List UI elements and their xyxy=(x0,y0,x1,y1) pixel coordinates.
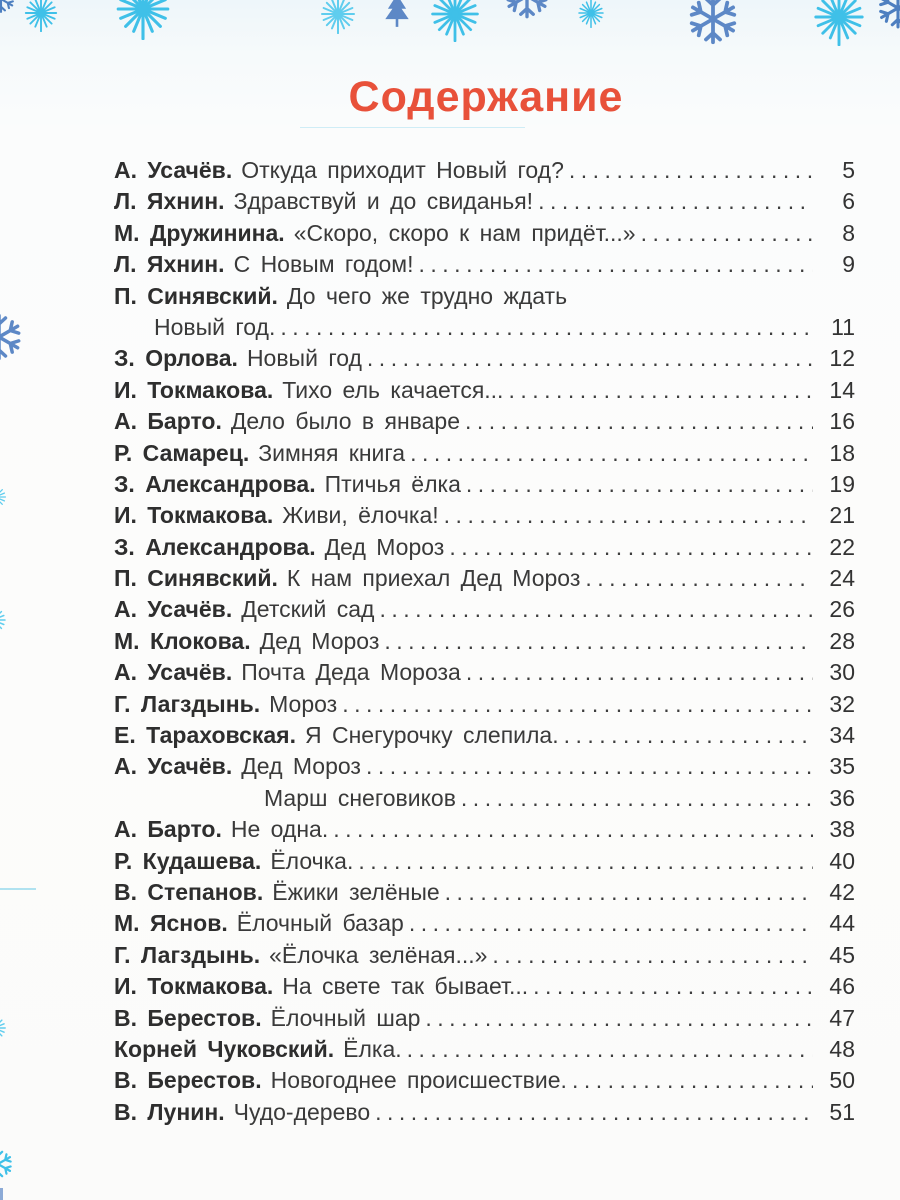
snowflake-classic-icon xyxy=(686,0,740,46)
snowflake-burst-icon xyxy=(318,0,358,34)
toc-entry xyxy=(114,596,855,627)
toc-page-number: 32 xyxy=(829,690,855,717)
snowflake-burst-icon xyxy=(0,1014,8,1042)
toc-page-number: 16 xyxy=(829,408,855,435)
toc-page-number: 34 xyxy=(829,722,855,749)
toc-author: А. Усачёв. xyxy=(114,596,233,623)
toc-author: В. Степанов. xyxy=(114,878,264,905)
scratch-artifact xyxy=(0,888,36,890)
toc-title: Детский сад xyxy=(241,596,375,623)
toc-entry xyxy=(114,942,855,973)
toc-entry xyxy=(114,565,855,596)
toc-author: В. Берестов. xyxy=(114,1067,262,1094)
toc-author: Е. Тараховская. xyxy=(114,722,296,749)
dot-leader xyxy=(410,440,813,467)
toc-title: Мороз xyxy=(269,690,338,717)
toc-title: Здравствуй и до свиданья! xyxy=(233,188,534,215)
dot-leader xyxy=(461,785,813,812)
toc-author: И. Токмакова. xyxy=(114,502,274,529)
dot-leader xyxy=(342,691,813,718)
toc-page-number: 28 xyxy=(829,627,855,654)
toc-author: А. Усачёв. xyxy=(114,753,233,780)
dot-leader xyxy=(641,220,813,247)
toc-entry xyxy=(114,188,855,219)
toc-title: Ёлочный базар xyxy=(236,910,404,937)
toc-author: М. Дружинина. xyxy=(114,219,285,246)
toc-title: Дед Мороз xyxy=(324,533,445,560)
toc-title: Почта Деда Мороза xyxy=(241,659,461,686)
toc-author: В. Лунин. xyxy=(114,1098,225,1125)
toc-title: На свете так бывает... xyxy=(282,973,529,1000)
toc-page-number: 35 xyxy=(829,753,855,780)
dot-leader xyxy=(445,879,813,906)
toc-author: З. Александрова. xyxy=(114,470,316,497)
toc-author: А. Усачёв. xyxy=(114,659,233,686)
toc-author: М. Яснов. xyxy=(114,910,228,937)
toc-entry xyxy=(114,910,855,941)
fir-tree-icon xyxy=(384,0,410,30)
scratch-artifact xyxy=(300,127,525,128)
scratch-artifact xyxy=(0,1188,3,1200)
toc-title: Тихо ель качается... xyxy=(282,376,504,403)
toc-page-number: 11 xyxy=(831,313,855,340)
toc-entry xyxy=(114,628,855,659)
table-of-contents xyxy=(114,157,855,1130)
snowflake-burst-icon xyxy=(0,605,8,635)
toc-entry xyxy=(114,785,855,816)
toc-author: Г. Лагздынь. xyxy=(114,941,261,968)
toc-title: Дед Мороз xyxy=(241,753,361,780)
toc-entry xyxy=(114,345,855,376)
toc-page-number: 14 xyxy=(829,376,855,403)
toc-page-number: 18 xyxy=(829,439,855,466)
dot-leader xyxy=(379,596,813,623)
toc-page-number: 50 xyxy=(829,1067,855,1094)
toc-page-number: 19 xyxy=(829,470,855,497)
dot-leader xyxy=(367,345,813,372)
snowflake-classic-icon xyxy=(876,0,900,30)
dot-leader xyxy=(409,910,813,937)
toc-title: «Скоро, скоро к нам придёт...» xyxy=(293,219,636,246)
toc-title: К нам приехал Дед Мороз xyxy=(286,565,581,592)
dot-leader xyxy=(419,251,813,278)
toc-page-number: 40 xyxy=(829,847,855,874)
dot-leader xyxy=(569,157,813,184)
snowflake-burst-icon xyxy=(0,484,8,510)
toc-author: И. Токмакова. xyxy=(114,973,274,1000)
toc-author: И. Токмакова. xyxy=(114,376,274,403)
toc-entry xyxy=(114,816,855,847)
toc-title: Марш снеговиков xyxy=(264,784,456,811)
toc-page-number: 8 xyxy=(842,219,855,246)
toc-title: Не одна. xyxy=(230,816,329,843)
toc-title: Откуда приходит Новый год? xyxy=(241,157,564,183)
toc-author: Р. Самарец. xyxy=(114,439,250,466)
toc-page-number: 44 xyxy=(829,910,855,937)
toc-entry xyxy=(114,471,855,502)
toc-author: П. Синявский. xyxy=(114,565,278,592)
dot-leader xyxy=(384,628,813,655)
dot-leader xyxy=(533,973,813,1000)
toc-title: Дело было в январе xyxy=(230,408,460,435)
toc-page-number: 26 xyxy=(829,596,855,623)
toc-author: М. Клокова. xyxy=(114,627,251,654)
dot-leader xyxy=(538,188,813,215)
toc-entry xyxy=(114,1067,855,1098)
toc-page-number: 5 xyxy=(842,157,855,183)
dot-leader xyxy=(508,377,813,404)
dot-leader xyxy=(585,565,813,592)
toc-page-number: 6 xyxy=(842,188,855,215)
toc-title: Чудо-дерево xyxy=(233,1098,371,1125)
snowflake-burst-icon xyxy=(112,0,174,40)
toc-author: Л. Яхнин. xyxy=(114,251,225,278)
toc-title: Новый год xyxy=(246,345,362,372)
toc-author: А. Барто. xyxy=(114,816,222,843)
snowflake-burst-icon xyxy=(576,0,606,28)
toc-title: Новый год. xyxy=(154,313,276,340)
toc-title: Зимняя книга xyxy=(258,439,406,466)
dot-leader xyxy=(407,1036,813,1063)
toc-page-number: 30 xyxy=(829,659,855,686)
toc-entry xyxy=(114,534,855,565)
dot-leader xyxy=(425,1005,813,1032)
dot-leader xyxy=(280,314,813,341)
snowflake-burst-icon xyxy=(810,0,868,46)
toc-author: П. Синявский. xyxy=(114,282,278,309)
page-title: Содержание xyxy=(348,73,624,121)
dot-leader xyxy=(449,534,813,561)
toc-page-number: 42 xyxy=(829,878,855,905)
toc-page-number: 22 xyxy=(829,533,855,560)
toc-title: Дед Мороз xyxy=(259,627,380,654)
toc-entry xyxy=(114,1005,855,1036)
toc-entry xyxy=(114,879,855,910)
toc-entry xyxy=(114,753,855,784)
toc-author: З. Орлова. xyxy=(114,345,238,372)
toc-title: Ёлочка. xyxy=(270,847,354,874)
toc-entry xyxy=(114,408,855,439)
dot-leader xyxy=(465,408,813,435)
toc-author: Г. Лагздынь. xyxy=(114,690,261,717)
toc-entry xyxy=(114,157,855,188)
toc-entry xyxy=(114,691,855,722)
toc-entry xyxy=(114,377,855,408)
dot-leader xyxy=(358,848,813,875)
toc-page-number: 36 xyxy=(829,784,855,811)
toc-page-number: 47 xyxy=(829,1004,855,1031)
toc-entry xyxy=(114,440,855,471)
dot-leader xyxy=(333,816,813,843)
snowflake-classic-icon xyxy=(0,312,24,362)
toc-title: С Новым годом! xyxy=(233,251,414,278)
dot-leader xyxy=(572,1067,813,1094)
toc-page-number: 12 xyxy=(829,345,855,372)
toc-author: З. Александрова. xyxy=(114,533,316,560)
toc-title: Ёлочный шар xyxy=(270,1004,421,1031)
toc-page-number: 51 xyxy=(829,1098,855,1125)
toc-title: «Ёлочка зелёная...» xyxy=(269,941,488,968)
dot-leader xyxy=(366,753,813,780)
dot-leader xyxy=(466,659,813,686)
toc-entry xyxy=(114,502,855,533)
toc-page-number: 38 xyxy=(829,816,855,843)
toc-title: Я Снегурочку слепила. xyxy=(304,722,559,749)
snowflake-classic-icon xyxy=(503,0,551,20)
dot-leader xyxy=(375,1099,813,1126)
toc-page-number: 9 xyxy=(842,251,855,278)
snowflake-classic-icon xyxy=(0,1148,14,1180)
toc-title: Новогоднее происшествие. xyxy=(270,1067,567,1094)
toc-author: А. Барто. xyxy=(114,408,222,435)
toc-entry xyxy=(114,1099,855,1130)
toc-author: Корней Чуковский. xyxy=(114,1035,335,1062)
toc-page-number: 45 xyxy=(829,941,855,968)
toc-page-number: 48 xyxy=(829,1035,855,1062)
toc-author: Р. Кудашева. xyxy=(114,847,262,874)
snowflake-classic-icon xyxy=(0,0,16,14)
snowflake-burst-icon xyxy=(22,0,60,32)
toc-author: А. Усачёв. xyxy=(114,157,233,183)
toc-page-number: 21 xyxy=(829,502,855,529)
dot-leader xyxy=(564,722,813,749)
toc-page-number: 24 xyxy=(829,565,855,592)
toc-page-number: 46 xyxy=(829,973,855,1000)
toc-entry xyxy=(114,283,855,314)
dot-leader xyxy=(444,502,813,529)
toc-author: В. Берестов. xyxy=(114,1004,262,1031)
toc-entry xyxy=(114,314,855,345)
toc-entry xyxy=(114,1036,855,1067)
toc-title: Птичья ёлка xyxy=(324,470,461,497)
dot-leader xyxy=(492,942,813,969)
toc-entry xyxy=(114,220,855,251)
toc-entry xyxy=(114,973,855,1004)
toc-entry xyxy=(114,722,855,753)
toc-title: Ёлка. xyxy=(343,1035,402,1062)
toc-author: Л. Яхнин. xyxy=(114,188,225,215)
snowflake-burst-icon xyxy=(427,0,483,42)
toc-entry xyxy=(114,848,855,879)
toc-title: До чего же трудно ждать xyxy=(286,282,568,309)
toc-title: Живи, ёлочка! xyxy=(282,502,439,529)
dot-leader xyxy=(466,471,813,498)
toc-entry xyxy=(114,659,855,690)
toc-title: Ёжики зелёные xyxy=(272,878,440,905)
toc-entry xyxy=(114,251,855,282)
